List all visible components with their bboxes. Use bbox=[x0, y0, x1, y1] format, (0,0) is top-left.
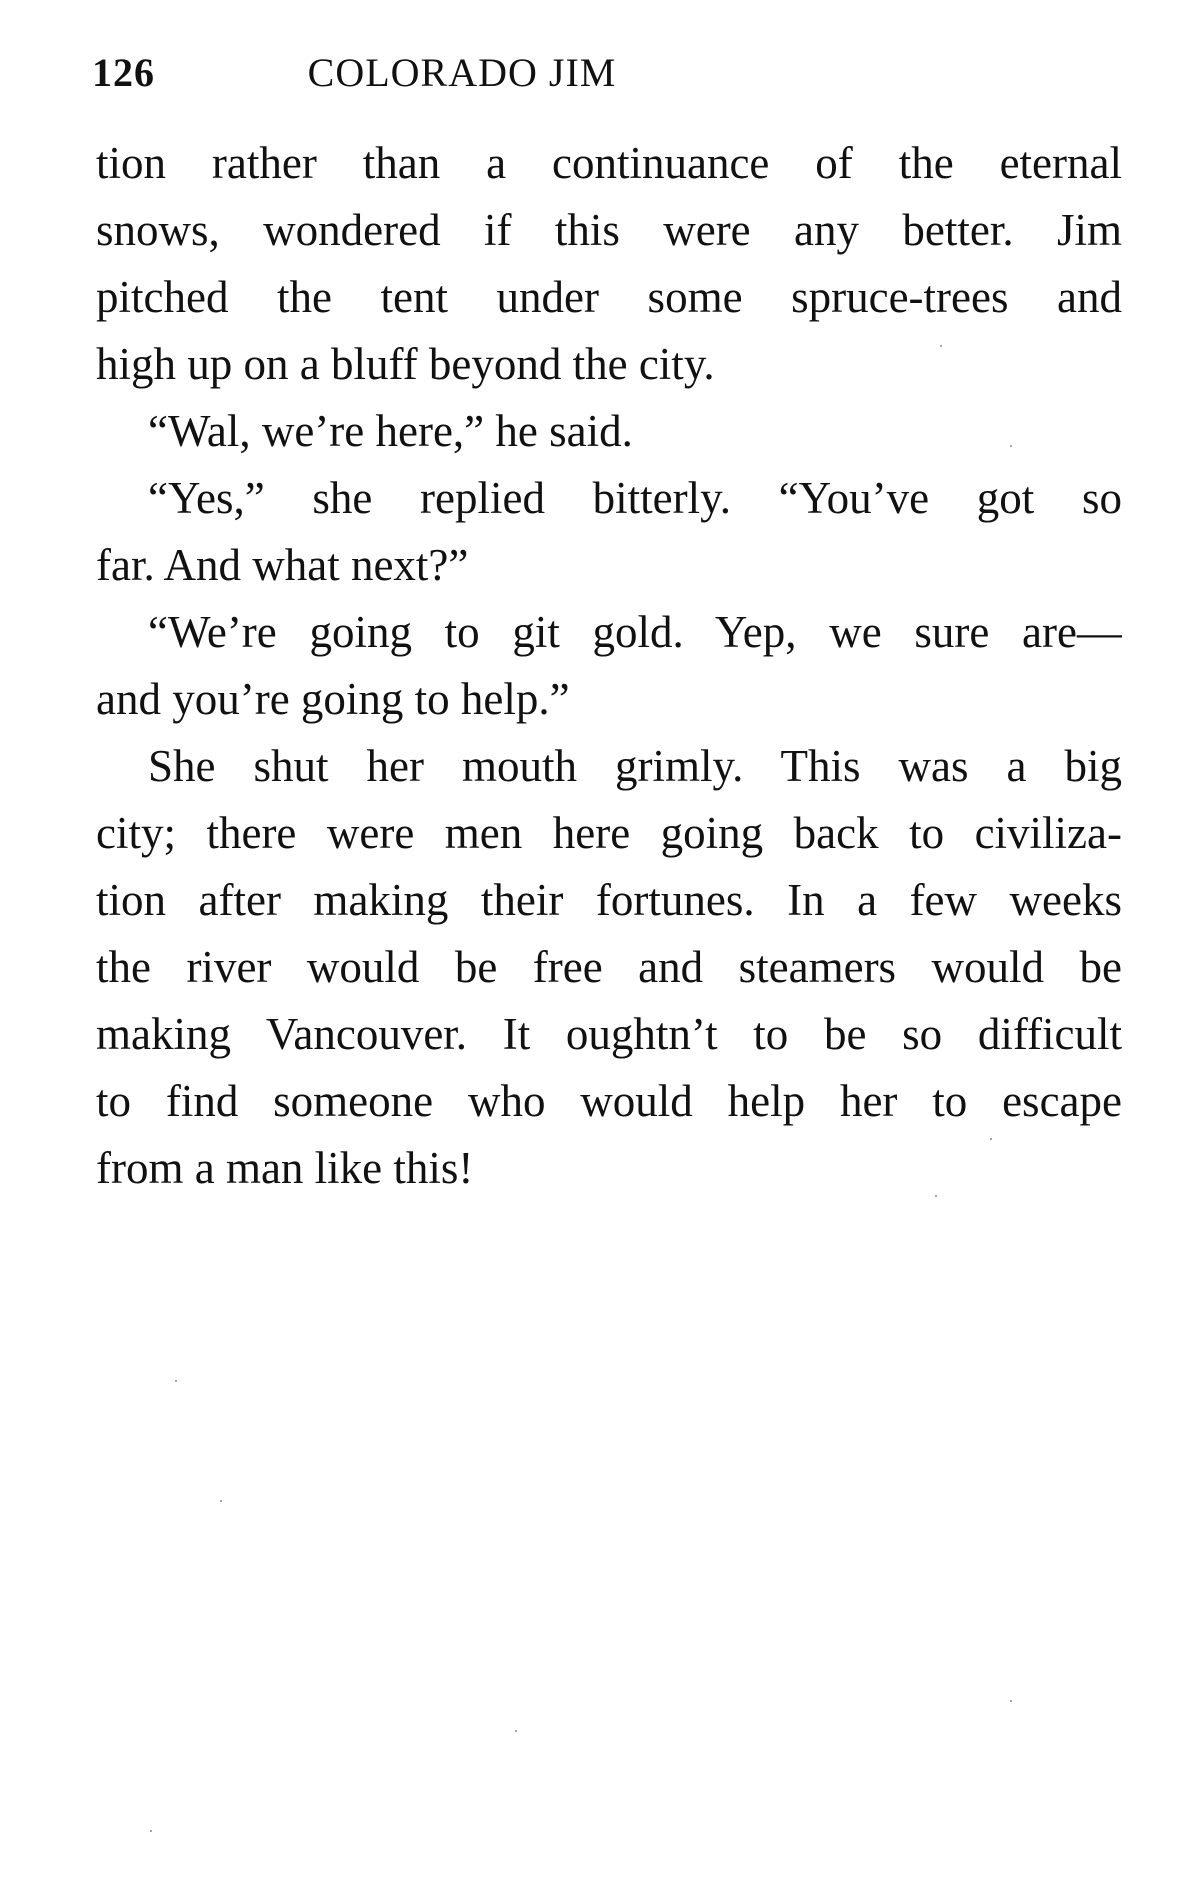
text-line: pitched the tent under some spruce-trees and bbox=[96, 272, 1122, 322]
text-line: far. And what next?” bbox=[96, 540, 469, 590]
text-line: She shut her mouth grimly. This was a big bbox=[148, 741, 1122, 791]
paragraph-3 bbox=[96, 465, 1122, 599]
scan-speck bbox=[220, 1500, 222, 1502]
text-line: making Vancouver. It oughtn’t to be so difficult bbox=[96, 1009, 1122, 1059]
scan-speck bbox=[940, 345, 942, 347]
text-line: city; there were men here going back to civiliza- bbox=[96, 808, 1122, 858]
paragraph-4 bbox=[96, 599, 1122, 733]
text-line: to find someone who would help her to escape bbox=[96, 1076, 1122, 1126]
text-line: from a man like this! bbox=[96, 1143, 474, 1193]
text-line: tion after making their fortunes. In a few weeks bbox=[96, 875, 1122, 925]
running-title: COLORADO JIM bbox=[307, 50, 617, 95]
text-line: the river would be free and steamers would be bbox=[96, 942, 1122, 992]
scan-speck bbox=[990, 1138, 992, 1140]
text-line: high up on a bluff beyond the city. bbox=[96, 339, 715, 389]
scan-speck bbox=[150, 1830, 152, 1832]
paragraph-1 bbox=[96, 130, 1122, 398]
scan-speck bbox=[515, 1730, 517, 1732]
running-head bbox=[92, 48, 1122, 98]
text-line: “We’re going to git gold. Yep, we sure are— bbox=[148, 607, 1122, 657]
body-text bbox=[96, 130, 1122, 1202]
paragraph-2 bbox=[96, 398, 1122, 465]
text-line: tion rather than a continuance of the eternal bbox=[96, 138, 1122, 188]
scan-speck bbox=[1010, 445, 1012, 447]
text-line: “Yes,” she replied bitterly. “You’ve got so bbox=[148, 473, 1122, 523]
scan-speck bbox=[935, 1195, 937, 1197]
text-line: snows, wondered if this were any better. Jim bbox=[96, 205, 1122, 255]
page-number: 126 bbox=[92, 50, 155, 95]
text-line: “Wal, we’re here,” he said. bbox=[148, 406, 633, 456]
scan-speck bbox=[175, 1380, 177, 1382]
paragraph-5 bbox=[96, 733, 1122, 1202]
text-line: and you’re going to help.” bbox=[96, 674, 570, 724]
scan-speck bbox=[1010, 1700, 1012, 1702]
